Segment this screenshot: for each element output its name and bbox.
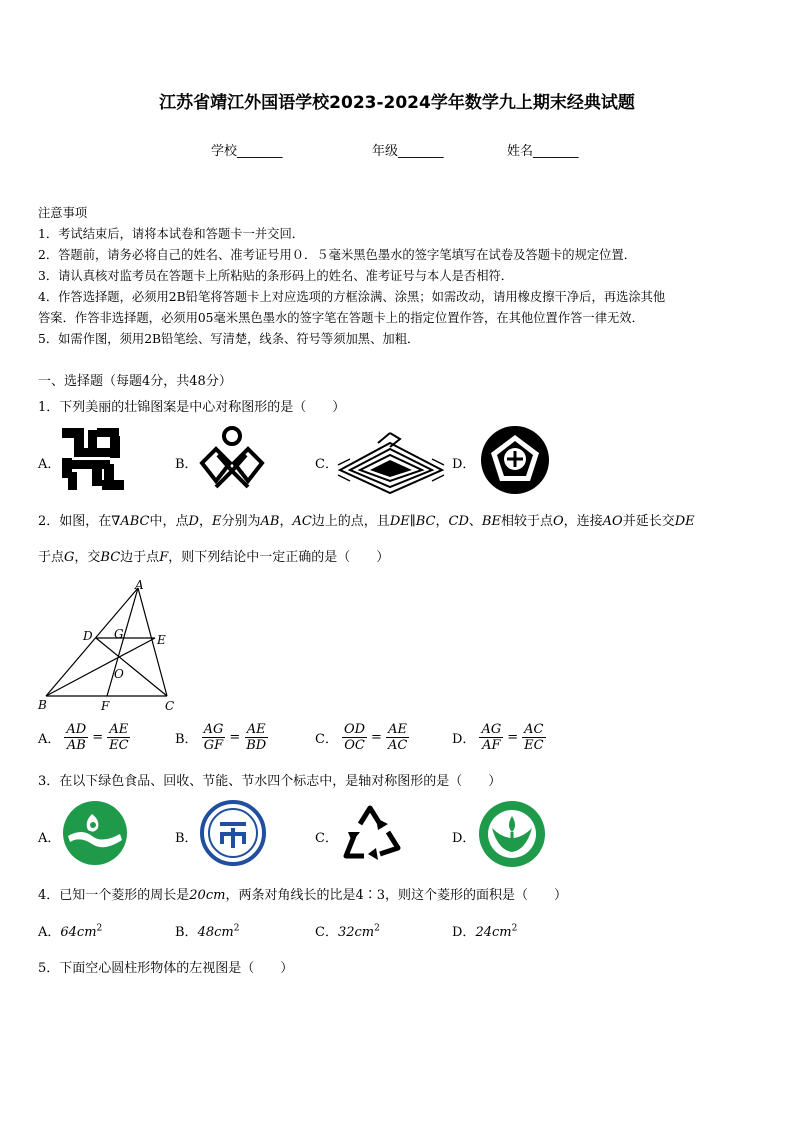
q3-option-b-label: B． (175, 831, 198, 846)
q4-option-c: C．$32cm^2$ (315, 923, 380, 940)
note-item: 1．考试结束后，请将本试卷和答题卡一并交回． (38, 227, 305, 241)
q4-option-b: B．$48cm^2$ (175, 923, 240, 940)
water-saving-logo-icon (478, 800, 546, 868)
figure-label-f: F (101, 699, 110, 713)
brocade-pattern-b-icon (198, 425, 268, 495)
note-item: 5．如需作图，须用2B铅笔绘、写清楚，线条、符号等须加黑、加粗． (38, 332, 420, 346)
q1-option-c-label: C． (315, 457, 338, 472)
q2-option-a: A． $\frac{AD}{AB}$ = $\frac{AE}{EC}$ (38, 722, 129, 753)
figure-label-e: E (157, 633, 166, 647)
q2-option-c: C． $\frac{OD}{OC}$ = $\frac{AE}{AC}$ (315, 722, 408, 753)
school-field[interactable]: 学校_______ (211, 144, 283, 159)
figure-label-d: D (83, 629, 93, 643)
question-4-stem: 4．已知一个菱形的周长是20cm，两条对角线长的比是4∶3，则这个菱形的面积是（ ） (38, 888, 568, 903)
figure-label-c: C (165, 699, 175, 713)
note-item: 4．作答选择题，必须用2B铅笔将答题卡上对应选项的方框涂满、涂黑；如需改动，请用橡皮擦干净后，再选涂其他 (38, 290, 666, 304)
figure-label-g: G (114, 627, 124, 641)
brocade-pattern-d-icon (480, 425, 550, 495)
triangle-figure (34, 578, 184, 713)
grade-field[interactable]: 年级_______ (372, 144, 444, 159)
recycle-arrows-icon (338, 802, 406, 864)
note-item: 3．请认真核对监考员在答题卡上所粘贴的条形码上的姓名、准考证号与本人是否相符． (38, 269, 514, 283)
notes-heading: 注意事项 (38, 206, 88, 220)
page-title: 江苏省靖江外国语学校2023-2024学年数学九上期末经典试题 (159, 93, 635, 113)
figure-label-o: O (114, 667, 124, 681)
question-5-stem: 5．下面空心圆柱形物体的左视图是（ ） (38, 961, 294, 976)
note-item: 答案．作答非选择题，必须用05毫米黑色墨水的签字笔在答题卡上的指定位置作答，在其他位置作答一律无效． (38, 311, 644, 325)
q2-option-b: B． $\frac{AG}{GF}$ = $\frac{AE}{BD}$ (175, 722, 267, 753)
name-field[interactable]: 姓名_______ (507, 144, 579, 159)
q4-option-a: A．$64cm^2$ (38, 923, 103, 940)
q2-option-d: D． $\frac{AG}{AF}$ = $\frac{AC}{EC}$ (452, 722, 544, 753)
recycle-collection-logo-icon (200, 800, 266, 866)
q1-option-a-label: A． (38, 457, 61, 472)
q3-option-c-label: C． (315, 831, 338, 846)
brocade-pattern-c-icon (338, 425, 444, 495)
q3-option-d-label: D． (452, 831, 476, 846)
green-food-logo-icon (62, 800, 128, 866)
figure-label-a: A (135, 578, 144, 592)
question-1-stem: 1．下列美丽的壮锦图案是中心对称图形的是（ ） (38, 400, 346, 415)
q1-option-b-label: B． (175, 457, 198, 472)
question-3-stem: 3．在以下绿色食品、回收、节能、节水四个标志中，是轴对称图形的是（ ） (38, 774, 502, 789)
note-item: 2．答题前，请务必将自己的姓名、准考证号用０．５毫米黑色墨水的签字笔填写在试卷及答题卡的规定位置． (38, 248, 637, 262)
brocade-pattern-a-icon (62, 428, 126, 490)
figure-label-b: B (38, 698, 47, 712)
q3-option-a-label: A． (38, 831, 61, 846)
q4-option-d: D．$24cm^2$ (452, 923, 518, 940)
section-heading: 一、选择题（每题4分，共48分） (38, 374, 232, 389)
q1-option-d-label: D． (452, 457, 476, 472)
question-2-stem-line2: 于点G，交BC边于点F，则下列结论中一定正确的是（ ） (38, 550, 390, 565)
question-2-stem-line1: 2．如图，在∇ABC中，点D，E分别为AB，AC边上的点，且DE∥BC，CD、BE相较于点O，连接AO并延长交DE (38, 514, 695, 529)
